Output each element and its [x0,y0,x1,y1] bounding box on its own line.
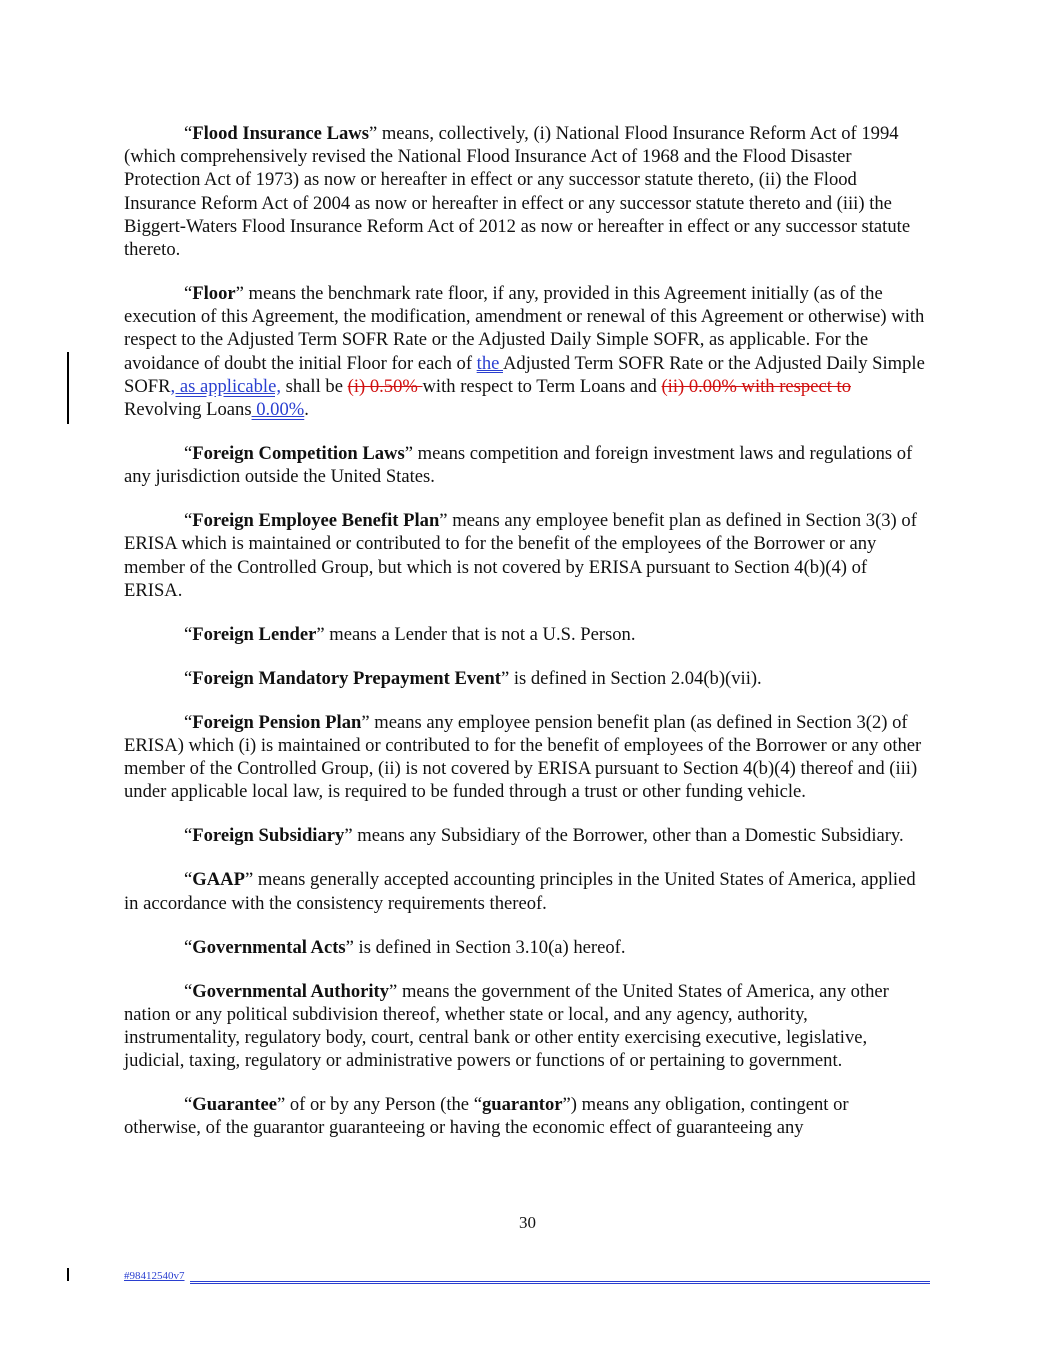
definition-text: ” means generally accepted accounting principles in the United States of America, applied in accordance with the consistency requirements thereof. [124,869,916,914]
inserted-text: the [476,352,503,374]
defined-term: Foreign Competition Laws [192,443,405,465]
footer-rule [190,1281,930,1284]
defined-term: Guarantee [192,1094,277,1116]
definition-gaap: “GAAP” means generally accepted accounting principles in the United States of America, applied in accordance with the consistency requirements thereof. [124,869,916,914]
definition-text: ” means any employee pension benefit plan (as defined in Section 3(2) of ERISA) which (i) is maintained or contributed to for the benefit of employees of the Borrower or any other member of the Controlled Group, (ii) is not covered by ERISA pursuant to Section 4(b)(4) thereof and (iii) under applicable local law, is required to be funded through a trust or other funding vehicle. [124,711,922,803]
defined-term: Foreign Mandatory Prepayment Event [192,667,501,689]
defined-term: Foreign Pension Plan [192,711,362,733]
definition-text: . [304,399,309,421]
definition-governmental-authority: “Governmental Authority” means the government of the United States of America, any other nation or any political subdivision thereof, whether state or local, and any agency, authority, instrumentality, regulatory body, court, central bank or other entity exercising executive, legislative, judicial, taxing, regulatory or administrative powers or functions of or pertaining to government. [124,980,889,1072]
defined-term: Foreign Subsidiary [192,825,345,847]
deleted-text: (ii) 0.00% with respect to [661,375,851,397]
definition-foreign-lender: “Foreign Lender” means a Lender that is not a U.S. Person. [184,623,636,645]
definition-flood-insurance-laws: “Flood Insurance Laws” means, collectively, (i) National Flood Insurance Reform Act of 1994 (which comprehensively revised the National Flood Insurance Act of 1968 and the Flood Disaster Protection Act of 1973) as now or hereafter in effect or any successor statute thereto, (ii) the Flood Insurance Reform Act of 2004 as now or hereafter in effect or any successor statute thereto and (iii) the Biggert-Waters Flood Insurance Reform Act of 2012 as now or hereafter in effect or any successor statute thereto. [124,123,911,261]
definition-guarantee: “Guarantee” of or by any Person (the “guarantor”) means any obligation, contingent or otherwise, of the guarantor guaranteeing or having the economic effect of guaranteeing any [124,1094,849,1139]
definition-text: ”) means any obligation, contingent or otherwise, of the guarantor guaranteeing or having the economic effect of guaranteeing any [124,1094,849,1139]
inserted-text: 0.00% [251,399,305,421]
change-bar [67,352,69,424]
document-page [124,122,926,1160]
inserted-text: , as applicable, [170,375,281,397]
defined-term: Governmental Acts [192,936,346,958]
defined-term: Foreign Lender [192,623,317,645]
definition-text: ” means any employee benefit plan as defined in Section 3(3) of ERISA which is maintained or contributed to for the benefit of the employees of the Borrower or any member of the Controlled Group, but which is not covered by ERISA pursuant to Section 4(b)(4) of ERISA. [124,510,917,601]
footer-document-id: #98412540v7 [124,1270,185,1282]
defined-term: Flood Insurance Laws [192,123,369,144]
definition-text: ” means, collectively, (i) National Flood Insurance Reform Act of 1994 (which comprehensively revised the National Flood Insurance Act of 1968 and the Flood Disaster Protection Act of 1973) as now or hereafter in effect or any successor statute thereto, (ii) the Flood Insurance Reform Act of 2004 as now or hereafter in effect or any successor statute thereto and (iii) the Biggert-Waters Flood Insurance Reform Act of 2012 as now or hereafter in effect or any successor statute thereto. [124,123,911,261]
defined-term: Foreign Employee Benefit Plan [192,510,440,532]
definition-foreign-employee-benefit-plan: “Foreign Employee Benefit Plan” means any employee benefit plan as defined in Section 3(3) of ERISA which is maintained or contributed to for the benefit of the employees of the Borrower or any member of the Controlled Group, but which is not covered by ERISA pursuant to Section 4(b)(4) of ERISA. [124,510,917,601]
definition-foreign-mandatory-prepayment-event: “Foreign Mandatory Prepayment Event” is defined in Section 2.04(b)(vii). [184,667,762,689]
defined-term: guarantor [481,1094,563,1116]
page-number: 30 [519,1213,536,1232]
defined-term: GAAP [192,869,245,891]
definition-text: ” means any Subsidiary of the Borrower, other than a Domestic Subsidiary. [344,825,904,847]
definition-governmental-acts: “Governmental Acts” is defined in Section 3.10(a) hereof. [184,936,626,958]
definition-text: ” means a Lender that is not a U.S. Person. [316,623,636,645]
definition-foreign-pension-plan: “Foreign Pension Plan” means any employee pension benefit plan (as defined in Section 3(2) of ERISA) which (i) is maintained or contributed to for the benefit of employees of the Borrower or any other member of the Controlled Group, (ii) is not covered by ERISA pursuant to Section 4(b)(4) thereof and (iii) under applicable local law, is required to be funded through a trust or other funding vehicle. [124,711,922,803]
definition-text: ” is defined in Section 2.04(b)(vii). [500,667,762,689]
definition-text: ” means competition and foreign investment laws and regulations of any jurisdiction outside the United States. [124,443,913,488]
definition-text: Revolving Loans [124,399,252,421]
defined-term: Floor [192,283,236,305]
footer-change-bar [67,1268,69,1281]
definition-text: ” is defined in Section 3.10(a) hereof. [345,936,626,958]
definition-text: ” of or by any Person (the “ [276,1094,482,1116]
definition-foreign-subsidiary: “Foreign Subsidiary” means any Subsidiary of the Borrower, other than a Domestic Subsidiary. [184,825,904,847]
definition-text: ” means the benchmark rate floor, if any, provided in this Agreement initially (as of the execution of this Agreement, the modification, amendment or renewal of this Agreement or otherwise) with respect to the Adjusted Term SOFR Rate or the Adjusted Daily Simple SOFR, as applicable. For the avoidance of doubt the initial Floor for each of [124,283,925,374]
definition-text: with respect to Term Loans and [422,375,662,397]
defined-term: Governmental Authority [192,980,390,1002]
definition-text: ” means the government of the United States of America, any other nation or any political subdivision thereof, whether state or local, and any agency, authority, instrumentality, regulatory body, court, central bank or other entity exercising executive, legislative, judicial, taxing, regulatory or administrative powers or functions of or pertaining to government. [124,980,889,1072]
deleted-text: (i) 0.50% [347,375,423,397]
definition-floor: “Floor” means the benchmark rate floor, if any, provided in this Agreement initially (as of the execution of this Agreement, the modification, amendment or renewal of this Agreement or otherwise) with respect to the Adjusted Term SOFR Rate or the Adjusted Daily Simple SOFR, as applicable. For the avoidance of doubt the initial Floor for each of the Adjusted Term SOFR Rate or the Adjusted Daily Simple SOFR, as applicable, shall be (i) 0.50% with respect to Term Loans and (ii) 0.00% with respect to Revolving Loans 0.00%. [124,283,925,421]
definition-foreign-competition-laws: “Foreign Competition Laws” means competition and foreign investment laws and regulations of any jurisdiction outside the United States. [124,443,913,488]
definition-text: shall be [281,375,348,397]
definition-text: Adjusted Term SOFR Rate or the Adjusted Daily Simple SOFR [124,352,925,397]
